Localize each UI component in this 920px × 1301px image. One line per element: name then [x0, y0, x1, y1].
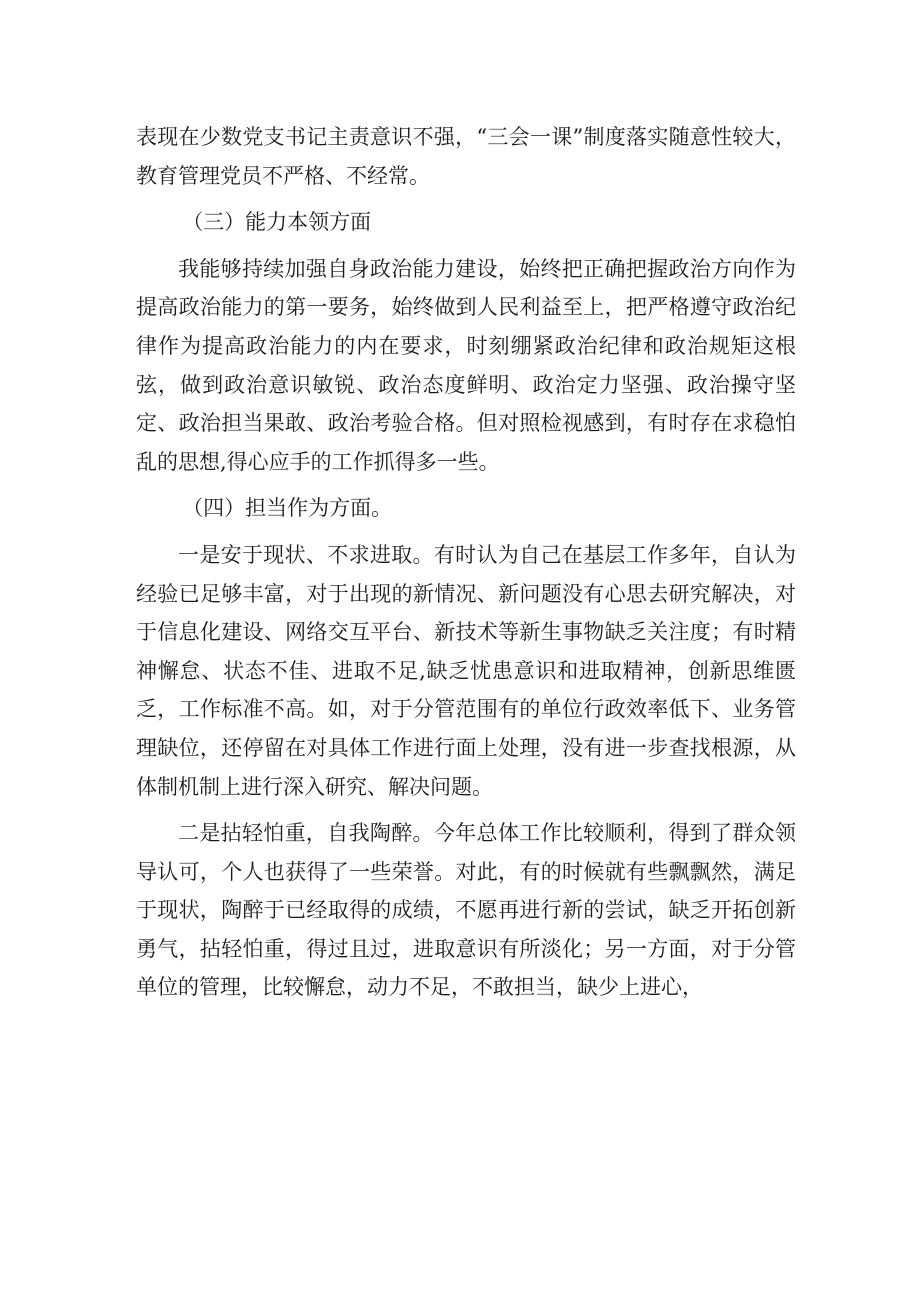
- document-body: [136, 118, 796, 1007]
- paragraph-self-satisfaction: 二是拈轻怕重，自我陶醉。今年总体工作比较顺利，得到了群众领导认可，个人也获得了一些荣誉。对此，有的时候就有些飘飘然，满足于现状，陶醉于已经取得的成绩，不愿再进行新的尝试，缺乏开拓创新勇气，拈轻怕重，得过且过，进取意识有所淡化；另一方面，对于分管单位的管理，比较懈怠，动力不足，不敢担当，缺少上进心，: [136, 821, 796, 1000]
- paragraph-complacency: 一是安于现状、不求进取。有时认为自己在基层工作多年，自认为经验已足够丰富，对于出现的新情况、新问题没有心思去研究解决，对于信息化建设、网络交互平台、新技术等新生事物缺乏关注度；有时精神懈怠、状态不佳、进取不足,缺乏忧患意识和进取精神，创新思维匮乏，工作标准不高。如，对于分管范围有的单位行政效率低下、业务管理缺位，还停留在对具体工作进行面上处理，没有进一步查找根源，从体制机制上进行深入研究、解决问题。: [136, 542, 796, 799]
- section-heading-ability: （三）能力本领方面: [182, 210, 372, 235]
- section-heading-responsibility: （四）担当作为方面。: [182, 496, 393, 521]
- paragraph-continuation: 表现在少数党支书记主责意识不强，“三会一课”制度落实随意性较大，教育管理党员不严格、不经常。: [136, 125, 796, 188]
- paragraph-ability: 我能够持续加强自身政治能力建设，始终把正确把握政治方向作为提高政治能力的第一要务，始终做到人民利益至上，把严格遵守政治纪律作为提高政治能力的内在要求，时刻绷紧政治纪律和政治规矩这根弦，做到政治意识敏锐、政治态度鲜明、政治定力坚强、政治操守坚定、政治担当果敢、政治考验合格。但对照检视感到，有时存在求稳怕乱的思想,得心应手的工作抓得多一些。: [136, 256, 796, 474]
